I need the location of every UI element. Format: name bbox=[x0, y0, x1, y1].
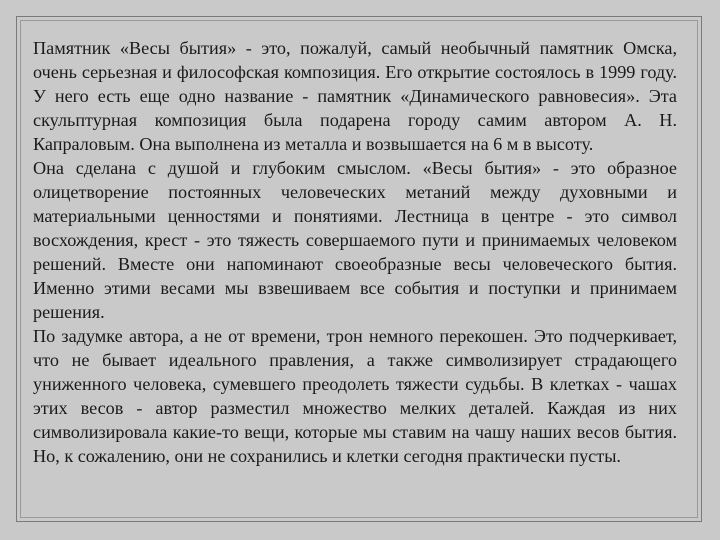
paragraph-2: Она сделана с душой и глубоким смыслом. «Весы бытия» - это образное олицетворение постоянных человеческих метаний между духовными и материальными ценностями и понятиями. Лестница в центре - это символ восхождения, крест - это тяжесть совершаемого пути и принимаемых человеком решений. Вместе они напоминают своеобразные весы человеческого бытия. Именно этими весами мы взвешиваем все события и поступки и принимаем решения. bbox=[33, 158, 677, 322]
text-body bbox=[33, 36, 677, 468]
paragraph-1: Памятник «Весы бытия» - это, пожалуй, самый необычный памятник Омска, очень серьезная и философская композиция. Его открытие состоялось в 1999 году. У него есть еще одно название - памятник «Динамического равновесия». Эта скульптурная композиция была подарена городу самим автором А. Н. Капраловым. Она выполнена из металла и возвышается на 6 м в высоту. bbox=[33, 38, 677, 154]
paragraph-3: По задумке автора, а не от времени, трон немного перекошен. Это подчеркивает, что не бывает идеального правления, а также символизирует страдающего униженного человека, сумевшего преодолеть тяжести судьбы. В клетках - чашах этих весов - автор разместил множество мелких деталей. Каждая из них символизировала какие-то вещи, которые мы ставим на чашу наших весов бытия. Но, к сожалению, они не сохранились и клетки сегодня практически пусты. bbox=[33, 326, 677, 466]
